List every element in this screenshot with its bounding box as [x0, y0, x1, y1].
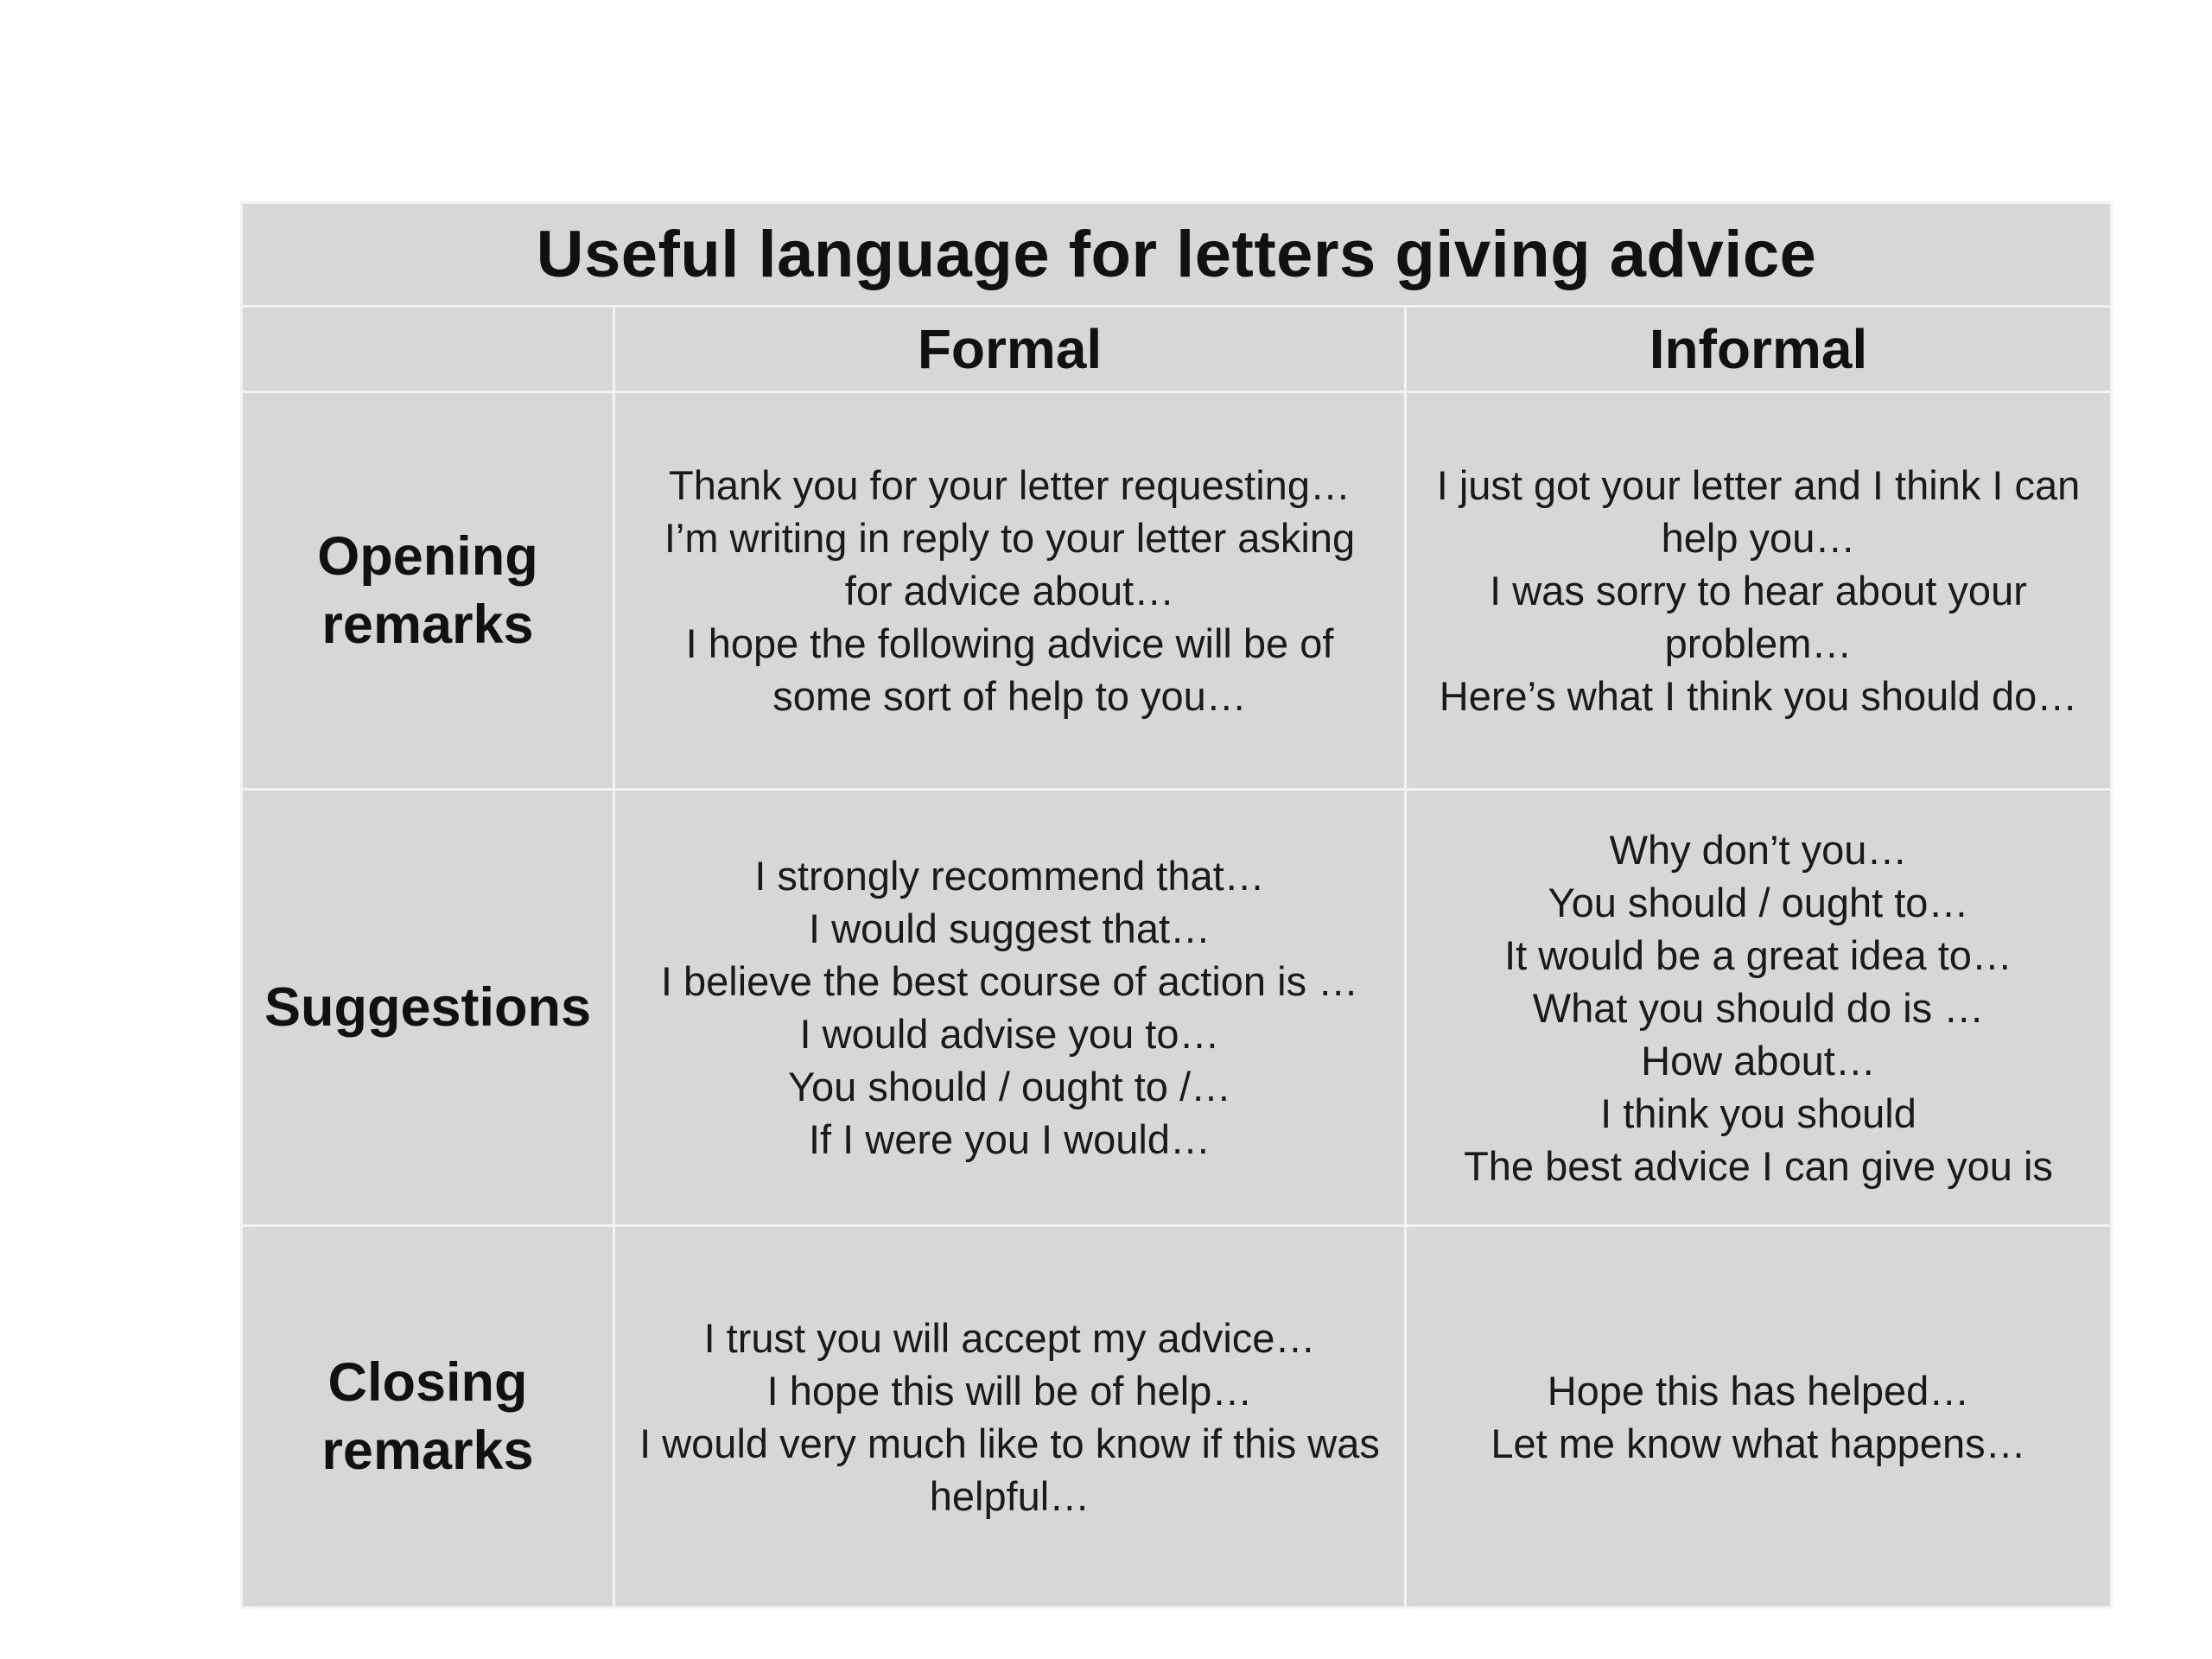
phrase: I think you should: [1600, 1090, 1916, 1136]
column-header-row: [242, 307, 2112, 392]
row-header-line: remarks: [321, 594, 534, 655]
phrase: I would advise you to…: [799, 1011, 1220, 1057]
phrase: some sort of help to you…: [772, 673, 1247, 719]
row-header-line: remarks: [321, 1420, 534, 1481]
phrase: The best advice I can give you is: [1464, 1142, 2053, 1189]
phrase: I trust you will accept my advice…: [703, 1314, 1316, 1361]
phrase: I was sorry to hear about your: [1490, 568, 2027, 613]
cell-closing-formal: [614, 1226, 1406, 1608]
phrase: Why don’t you…: [1609, 826, 1908, 873]
phrase: It would be a great idea to…: [1504, 931, 2012, 978]
empty-corner-cell: [242, 307, 614, 392]
row-header-closing-remarks: [242, 1226, 614, 1608]
title-row: [242, 203, 2112, 307]
phrase: I would suggest that…: [808, 906, 1211, 951]
phrase: I would very much like to know if this was: [639, 1420, 1380, 1466]
phrase: for advice about…: [844, 568, 1175, 613]
phrase: I strongly recommend that…: [754, 853, 1265, 899]
phrase: You should / ought to /…: [787, 1064, 1232, 1109]
phrase: I hope the following advice will be of: [685, 620, 1334, 666]
row-header-line: Suggestions: [264, 976, 592, 1038]
phrase: If I were you I would…: [809, 1116, 1211, 1162]
row-opening-remarks: [242, 392, 2112, 790]
phrase: I believe the best course of action is …: [660, 958, 1359, 1004]
phrase: Let me know what happens…: [1491, 1420, 2026, 1466]
row-header-line: Closing: [327, 1351, 528, 1413]
row-closing-remarks: [242, 1226, 2112, 1608]
cell-suggestions-formal: [614, 790, 1406, 1226]
phrase: I’m writing in reply to your letter asking: [664, 515, 1356, 561]
column-header-formal: Formal: [614, 307, 1406, 392]
phrase: Thank you for your letter requesting…: [669, 462, 1351, 508]
row-header-line: Opening: [317, 525, 538, 587]
cell-opening-informal: [1406, 392, 2112, 790]
phrase: You should / ought to…: [1548, 879, 1969, 925]
phrase: I hope this will be of help…: [766, 1367, 1253, 1414]
advice-table: [240, 201, 2113, 1609]
phrase: help you…: [1661, 515, 1856, 561]
phrase: Here’s what I think you should do…: [1439, 673, 2078, 719]
row-header-suggestions: [242, 790, 614, 1226]
phrase: problem…: [1664, 620, 1853, 666]
phrase: I just got your letter and I think I can: [1436, 462, 2081, 508]
table-title: Useful language for letters giving advice: [242, 203, 2112, 307]
phrase: helpful…: [929, 1472, 1090, 1519]
row-header-opening-remarks: [242, 392, 614, 790]
cell-suggestions-informal: [1406, 790, 2112, 1226]
row-suggestions: [242, 790, 2112, 1226]
phrase: How about…: [1641, 1037, 1876, 1084]
column-header-informal: Informal: [1406, 307, 2112, 392]
phrase: What you should do is …: [1532, 984, 1985, 1031]
cell-opening-formal: [614, 392, 1406, 790]
cell-closing-informal: [1406, 1226, 2112, 1608]
phrase: Hope this has helped…: [1547, 1367, 1970, 1414]
